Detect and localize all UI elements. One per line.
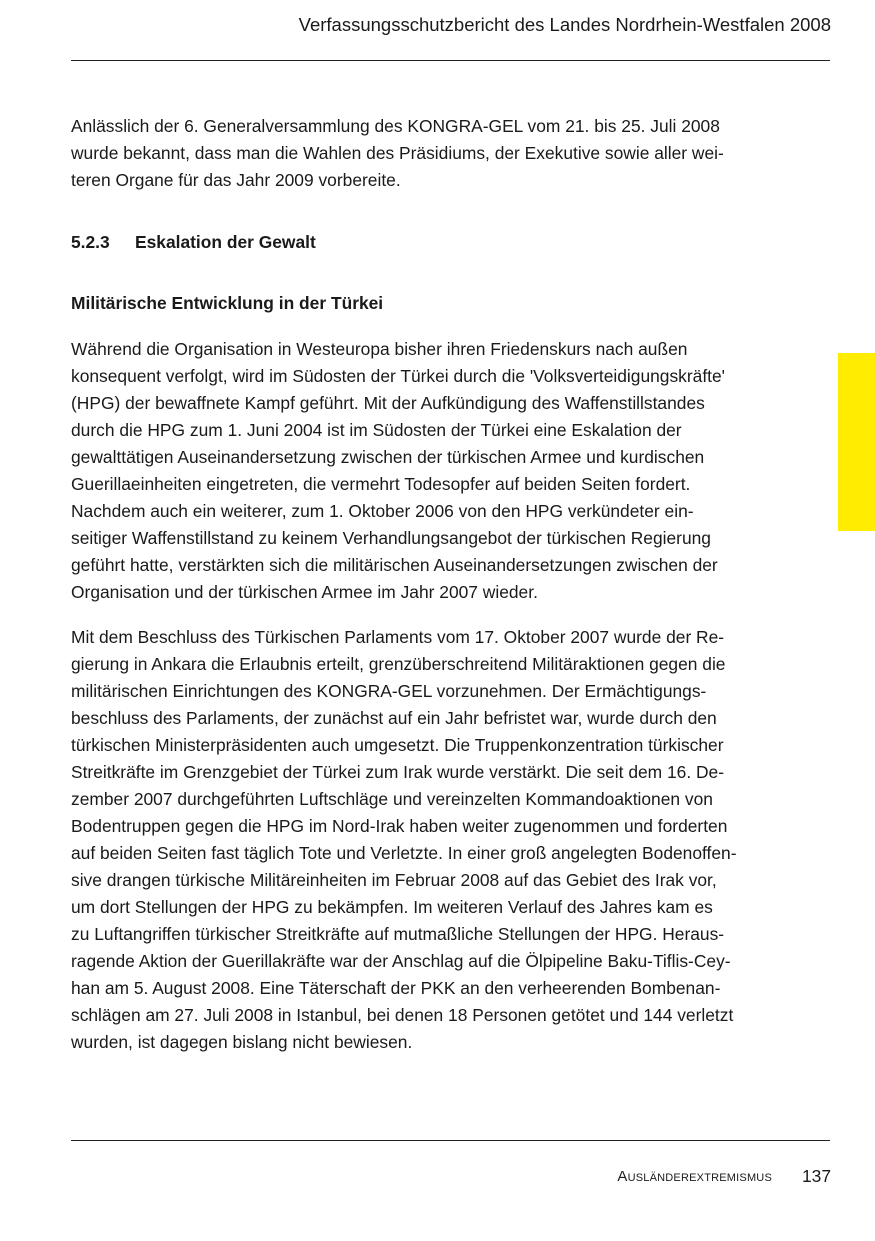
text-line: Guerillaeinheiten eingetreten, die vermehrt Todesopfer auf beiden Seiten fordert.: [71, 474, 691, 494]
text-line: seitiger Waffenstillstand zu keinem Verhandlungsangebot der türkischen Regierung: [71, 528, 711, 548]
text-line: gierung in Ankara die Erlaubnis erteilt, grenzüberschreitend Militäraktionen gegen die: [71, 654, 726, 674]
section-heading: [71, 229, 316, 256]
text-line: zu Luftangriffen türkischer Streitkräfte auf mutmaßliche Stellungen der HPG. Heraus-: [71, 924, 725, 944]
header-divider: [71, 60, 830, 61]
text-line: Organisation und der türkischen Armee im Jahr 2007 wieder.: [71, 582, 538, 602]
text-line: auf beiden Seiten fast täglich Tote und Verletzte. In einer groß angelegten Bodenoffen-: [71, 843, 737, 863]
text-line: konsequent verfolgt, wird im Südosten der Türkei durch die 'Volksverteidigungskräfte': [71, 366, 725, 386]
text-line: Während die Organisation in Westeuropa bisher ihren Friedenskurs nach außen: [71, 339, 688, 359]
text-line: militärischen Einrichtungen des KONGRA-GEL vorzunehmen. Der Ermächtigungs-: [71, 681, 707, 701]
footer-section-label: Ausländerextremismus: [617, 1168, 772, 1185]
section-number: 5.2.3: [71, 232, 110, 252]
section-title: Eskalation der Gewalt: [135, 232, 316, 252]
text-line: teren Organe für das Jahr 2009 vorbereite.: [71, 170, 401, 190]
text-line: Anlässlich der 6. Generalversammlung des KONGRA-GEL vom 21. bis 25. Juli 2008: [71, 116, 720, 136]
text-line: beschluss des Parlaments, der zunächst auf ein Jahr befristet war, wurde durch den: [71, 708, 717, 728]
text-line: Nachdem auch ein weiterer, zum 1. Oktober 2006 von den HPG verkündeter ein-: [71, 501, 694, 521]
paragraph-intro: [71, 113, 724, 194]
text-line: han am 5. August 2008. Eine Täterschaft der PKK an den verheerenden Bombenan-: [71, 978, 721, 998]
paragraph-military-development: [71, 336, 725, 606]
text-line: um dort Stellungen der HPG zu bekämpfen. Im weiteren Verlauf des Jahres kam es: [71, 897, 713, 917]
page-number: 137: [801, 1166, 831, 1186]
text-line: schlägen am 27. Juli 2008 in Istanbul, bei denen 18 Personen getötet und 144 verletzt: [71, 1005, 734, 1025]
text-line: wurde bekannt, dass man die Wahlen des Präsidiums, der Exekutive sowie aller wei-: [71, 143, 724, 163]
footer-divider: [71, 1140, 830, 1141]
text-line: durch die HPG zum 1. Juni 2004 ist im Südosten der Türkei eine Eskalation der: [71, 420, 682, 440]
text-line: ragende Aktion der Guerillakräfte war der Anschlag auf die Ölpipeline Baku-Tiflis-Cey-: [71, 951, 731, 971]
text-line: zember 2007 durchgeführten Luftschläge und vereinzelten Kommandoaktionen von: [71, 789, 713, 809]
chapter-side-tab: [838, 353, 875, 531]
text-line: Streitkräfte im Grenzgebiet der Türkei zum Irak wurde verstärkt. Die seit dem 16. De-: [71, 762, 725, 782]
text-line: wurden, ist dagegen bislang nicht bewiesen.: [71, 1032, 413, 1052]
paragraph-parliament-decision: [71, 624, 737, 1056]
page-header-title: Verfassungsschutzbericht des Landes Nordrhein-Westfalen 2008: [298, 14, 831, 35]
text-line: sive drangen türkische Militäreinheiten im Februar 2008 auf das Gebiet des Irak vor,: [71, 870, 717, 890]
text-line: gewalttätigen Auseinandersetzung zwischen der türkischen Armee und kurdischen: [71, 447, 705, 467]
text-line: geführt hatte, verstärkten sich die militärischen Auseinandersetzungen zwischen der: [71, 555, 718, 575]
subsection-heading: Militärische Entwicklung in der Türkei: [71, 293, 384, 313]
text-line: Mit dem Beschluss des Türkischen Parlaments vom 17. Oktober 2007 wurde der Re-: [71, 627, 725, 647]
text-line: Bodentruppen gegen die HPG im Nord-Irak haben weiter zugenommen und forderten: [71, 816, 728, 836]
text-line: türkischen Ministerpräsidenten auch umgesetzt. Die Truppenkonzentration türkischer: [71, 735, 724, 755]
text-line: (HPG) der bewaffnete Kampf geführt. Mit der Aufkündigung des Waffenstillstandes: [71, 393, 705, 413]
